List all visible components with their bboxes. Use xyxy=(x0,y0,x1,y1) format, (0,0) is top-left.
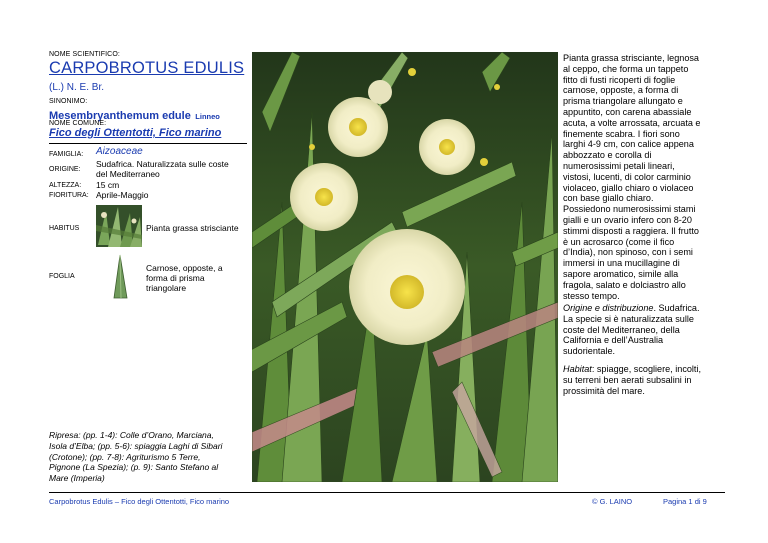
description-line: stesso tempo. xyxy=(563,290,620,301)
footer-divider xyxy=(49,492,725,493)
habitat-line: : spiagge, scogliere, incolti, xyxy=(591,364,702,374)
habitat-line: prossimità del mare. xyxy=(563,385,645,396)
height-label: ALTEZZA: xyxy=(49,182,82,189)
credits-line-5: Mare (Imperia) xyxy=(49,473,105,484)
photo-credits xyxy=(49,430,222,484)
flowering-value: Aprile-Maggio xyxy=(96,190,149,200)
origin-label: ORIGINE: xyxy=(49,166,81,173)
description-line: Possiedono numerosissimi stami xyxy=(563,204,696,215)
habitat xyxy=(563,364,723,396)
scientific-name-label: NOME SCIENTIFICO: xyxy=(49,51,120,58)
description-line: al ceppo, che forma un tappeto xyxy=(563,63,689,74)
synonym-name: Mesembryanthemum edule xyxy=(49,110,191,122)
flowering-label: FIORITURA: xyxy=(49,192,89,199)
synonym-author: Linneo xyxy=(195,112,220,121)
height-value: 15 cm xyxy=(96,180,120,190)
habitus-thumbnail xyxy=(96,205,142,247)
distribution-line: sudorientale. xyxy=(563,346,616,357)
leaf-line-3: triangolare xyxy=(146,283,187,293)
habitus-value: Pianta grassa strisciante xyxy=(146,223,239,233)
plant-photo xyxy=(252,52,558,482)
scientific-author: (L.) N. E. Br. xyxy=(49,82,105,93)
description-line: Pianta grassa strisciante, legnosa xyxy=(563,53,699,63)
description-line: d’India), non spinoso, con i semi xyxy=(563,247,693,258)
credits-line-4: Pignone (La Spezia); (p. 9): Santo Stefano al xyxy=(49,462,219,473)
distribution xyxy=(563,303,723,357)
description-line: immersi in una mucillagine di xyxy=(563,258,680,269)
family-row xyxy=(49,148,83,160)
footer-page-number: Pagina 1 di 9 xyxy=(663,497,707,506)
description-line: abbozzato e corolla di xyxy=(563,150,652,161)
leaf-label: FOGLIA xyxy=(49,273,75,280)
description-line: sapore aromatico, simile alla xyxy=(563,268,679,279)
description-line: fragola, salato e dolciastro allo xyxy=(563,279,686,290)
description-line: finemente scabra. I fiori sono xyxy=(563,128,680,139)
description-line: violaceo, giallo chiaro o violaceo xyxy=(563,182,694,193)
footer-copyright: © G. LAINO xyxy=(592,497,633,506)
header-divider xyxy=(49,143,247,144)
common-name-label: NOME COMUNE: xyxy=(49,120,107,127)
description-line: carnose, opposte, a forma di xyxy=(563,85,679,96)
scientific-name: CARPOBROTUS EDULIS xyxy=(49,59,245,77)
description xyxy=(563,53,723,301)
description-line: prisma triangolare allungato e xyxy=(563,96,683,107)
origin-line-1: Sudafrica. Naturalizzata sulle coste xyxy=(96,159,229,169)
description-line: larghi 4-9 cm, con calice appena xyxy=(563,139,694,150)
habitus-label: HABITUS xyxy=(49,225,80,232)
distribution-line: La specie si è naturalizzata sulle xyxy=(563,313,694,324)
description-line: stimmi disposti a raggiera. Il frutto xyxy=(563,225,699,236)
distribution-line: coste del Mediterraneo, della xyxy=(563,324,680,335)
habitat-label: Habitat xyxy=(563,364,592,374)
family-value: Aizoaceae xyxy=(96,146,143,157)
leaf-drawing xyxy=(110,254,130,305)
description-line: vistosi, lucenti, di color carminio xyxy=(563,171,691,182)
footer-title: Carpobrotus Edulis – Fico degli Ottentotti, Fico marino xyxy=(49,497,230,506)
credits-line-3: (Crotone); (pp. 7-8): Agriturismo 5 Terre, xyxy=(49,451,201,462)
description-line: con base giallo chiaro. xyxy=(563,193,654,204)
leaf-line-2: forma di prisma xyxy=(146,273,205,283)
description-line: fitto di fusti ricoperti di foglie xyxy=(563,74,676,85)
family-label: FAMIGLIA: xyxy=(49,151,84,158)
description-line: è un acrosarco (come il fico xyxy=(563,236,675,247)
synonym-label: SINONIMO: xyxy=(49,98,88,105)
description-line: gialli e un ovario infero con 8-20 xyxy=(563,214,692,225)
leaf-line-1: Carnose, opposte, a xyxy=(146,263,223,273)
habitat-line: su terreni ben aerati subsalini in xyxy=(563,374,692,385)
origin-line-2: del Mediterraneo xyxy=(96,169,160,179)
distribution-line: California e dell’Australia xyxy=(563,335,664,346)
distribution-line: . Sudafrica. xyxy=(653,303,700,313)
description-line: acuta, a volte arrossata, arcuata e xyxy=(563,117,701,128)
common-name: Fico degli Ottentotti, Fico marino xyxy=(49,127,222,139)
description-line: numerosissimi petali lineari, xyxy=(563,160,675,171)
credits-line-2: Isola d’Elba; (pp. 5-6): spiaggia Laghi di Sibari xyxy=(49,440,223,451)
description-line: appuntito, con carena abassiale xyxy=(563,106,692,117)
distribution-label: Origine e distribuzione xyxy=(563,303,654,313)
credits-line-1: Ripresa: (pp. 1-4): Colle d’Orano, Marciana, xyxy=(49,430,214,440)
